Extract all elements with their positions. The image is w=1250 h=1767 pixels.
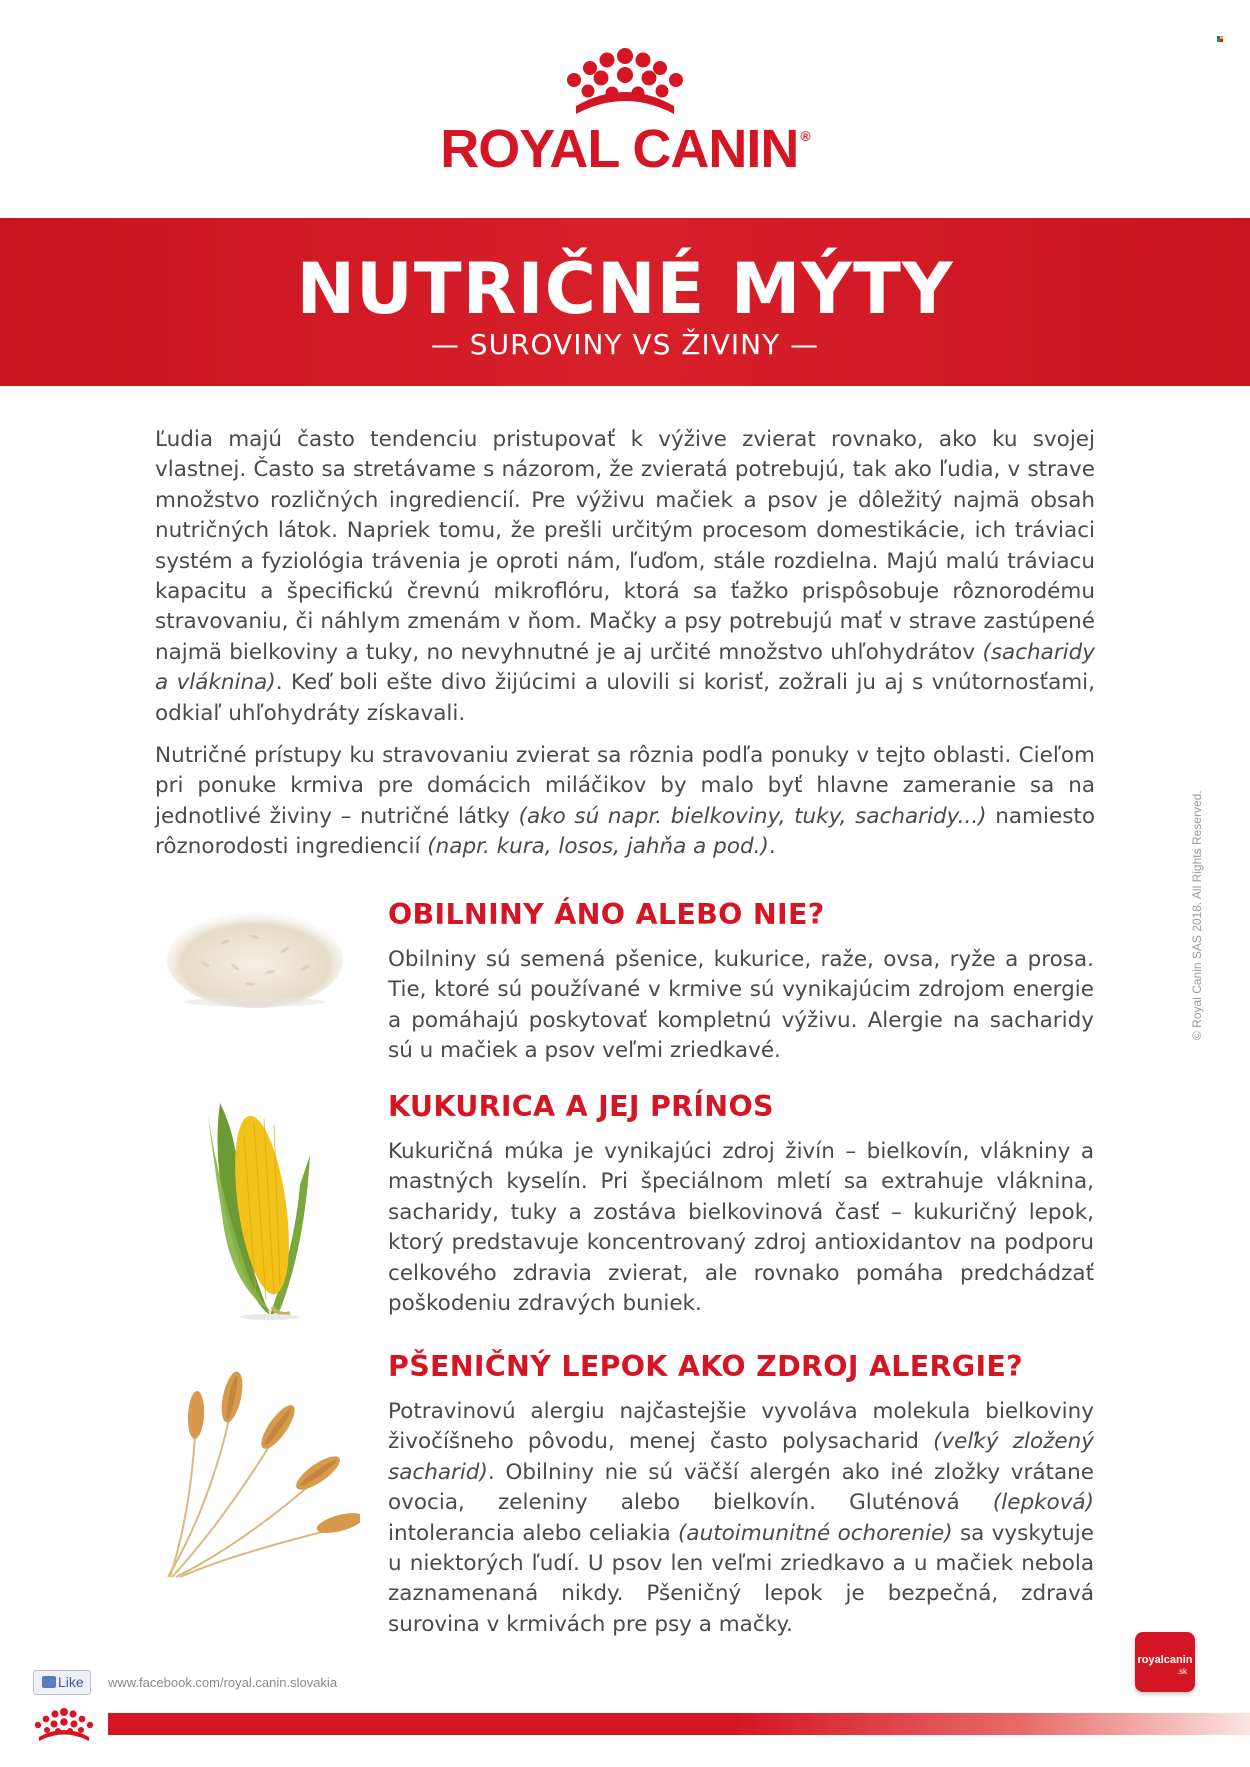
- intro-text: [155, 425, 1095, 875]
- section-wheat: [388, 1350, 1094, 1640]
- royal-canin-crown-logo: [560, 48, 690, 123]
- section-grains-text: Obilniny sú semená pšenice, kukurice, raže, ovsa, ryže a prosa. Tie, ktoré sú používané v krmive sú vynikajúcim zdrojom energie a pomáhajú poskytovať kompletnú výživu. Alergie na sacharidy sú u mačiek a psov veľmi zriedkavé.: [388, 947, 1094, 1064]
- section-wheat-text: Potravinovú alergiu najčastejšie vyvoláva molekula bielkoviny živočíšneho pôvodu, menej často polysacharid (veľký zložený sacharid). Obilniny nie sú väčší alergén ako iné zložky vrátane ovocia, zeleniny alebo bielkovín. Gluténová (lepková) intolerancia alebo celiakia (autoimunitné ochorenie) sa vyskytuje u niektorých ľudí. U psov len veľmi zriedkavo a u mačiek nebola zaznamenaná nikdy. Pšeničný lepok je bezpečná, zdravá surovina v krmivách pre psy a mačky.: [388, 1399, 1094, 1637]
- corn-cob-image: [200, 1095, 320, 1320]
- rice-pile-image: [165, 902, 345, 1012]
- footer-red-bar: [108, 1713, 1250, 1735]
- intro-paragraph-2: Nutričné prístupy ku stravovaniu zvierat sa rôznia podľa ponuky v tejto oblasti. Cieľom pri ponuke krmiva pre domácich miláčikov by malo byť hlavne zameranie sa na jednotlivé živiny – nutričné látky (ako sú napr. bielkoviny, tuky, sacharidy...) namiesto rôznorodosti ingrediencií (napr. kura, losos, jahňa a pod.).: [155, 743, 1095, 860]
- section-corn-text: Kukuričná múka je vynikajúci zdroj živín – bielkovín, vlákniny a mastných kyselín. Pri špeciálnom mletí sa extrahuje vláknina, sacharidy, tuky a zostáva bielkovinová časť – kukuričný lepok, ktorý predstavuje koncentrovaný zdroj antioxidantov na podporu celkového zdravia zvierat, ale rovnako pomáha predchádzať poškodeniu zdravých buniek.: [388, 1139, 1094, 1317]
- facebook-like-button[interactable]: Like: [33, 1670, 91, 1695]
- page-title: NUTRIČNÉ MÝTY: [296, 248, 954, 330]
- facebook-link[interactable]: www.facebook.com/royal.canin.slovakia: [108, 1675, 338, 1690]
- footer-crown-icon: [33, 1707, 95, 1743]
- section-corn: [388, 1090, 1094, 1319]
- page-subtitle: — SUROVINY VS ŽIVINY —: [430, 328, 820, 361]
- royal-canin-wordmark: ROYAL CANIN ®: [440, 119, 810, 179]
- wheat-ears-image: [160, 1355, 360, 1580]
- title-banner: [0, 218, 1250, 386]
- section-corn-title: KUKURICA A JEJ PRÍNOS: [388, 1090, 774, 1123]
- thumbs-up-icon: [42, 1676, 56, 1688]
- intro-paragraph-1: Ľudia majú často tendenciu pristupovať k výžive zvierat rovnako, ako ku svojej vlastnej. Často sa stretávame s názorom, že zvieratá potrebujú, tak ako ľudia, v strave množstvo rozličných ingrediencií. Pre výživu mačiek a psov je dôležitý najmä obsah nutričných látok. Napriek tomu, že prešli určitým procesom domestikácie, ich tráviaci systém a fyziológia trávenia je oproti nám, ľuďom, stále rozdielna. Majú malú tráviacu kapacitu a špecifickú črevnú mikroflóru, ktorá sa ťažko prispôsobuje rôznorodému stravovaniu, či náhlym zmenám v ňom. Mačky a psy potrebujú mať v strave zastúpené najmä bielkoviny a tuky, no nevyhnutné je aj určité množstvo uhľohydrátov (sacharidy a vláknina). Keď boli ešte divo žijúcimi a ulovili si korisť, zožrali ju aj s vnútornosťami, odkiaľ uhľohydráty získavali.: [155, 427, 1096, 726]
- section-grains: [388, 898, 1094, 1067]
- section-wheat-title: PŠENIČNÝ LEPOK AKO ZDROJ ALERGIE?: [388, 1350, 1023, 1383]
- corner-color-mark: [1217, 36, 1225, 42]
- section-grains-title: OBILNINY ÁNO ALEBO NIE?: [388, 898, 825, 931]
- royalcanin-sk-badge[interactable]: royalcanin .sk: [1135, 1632, 1195, 1692]
